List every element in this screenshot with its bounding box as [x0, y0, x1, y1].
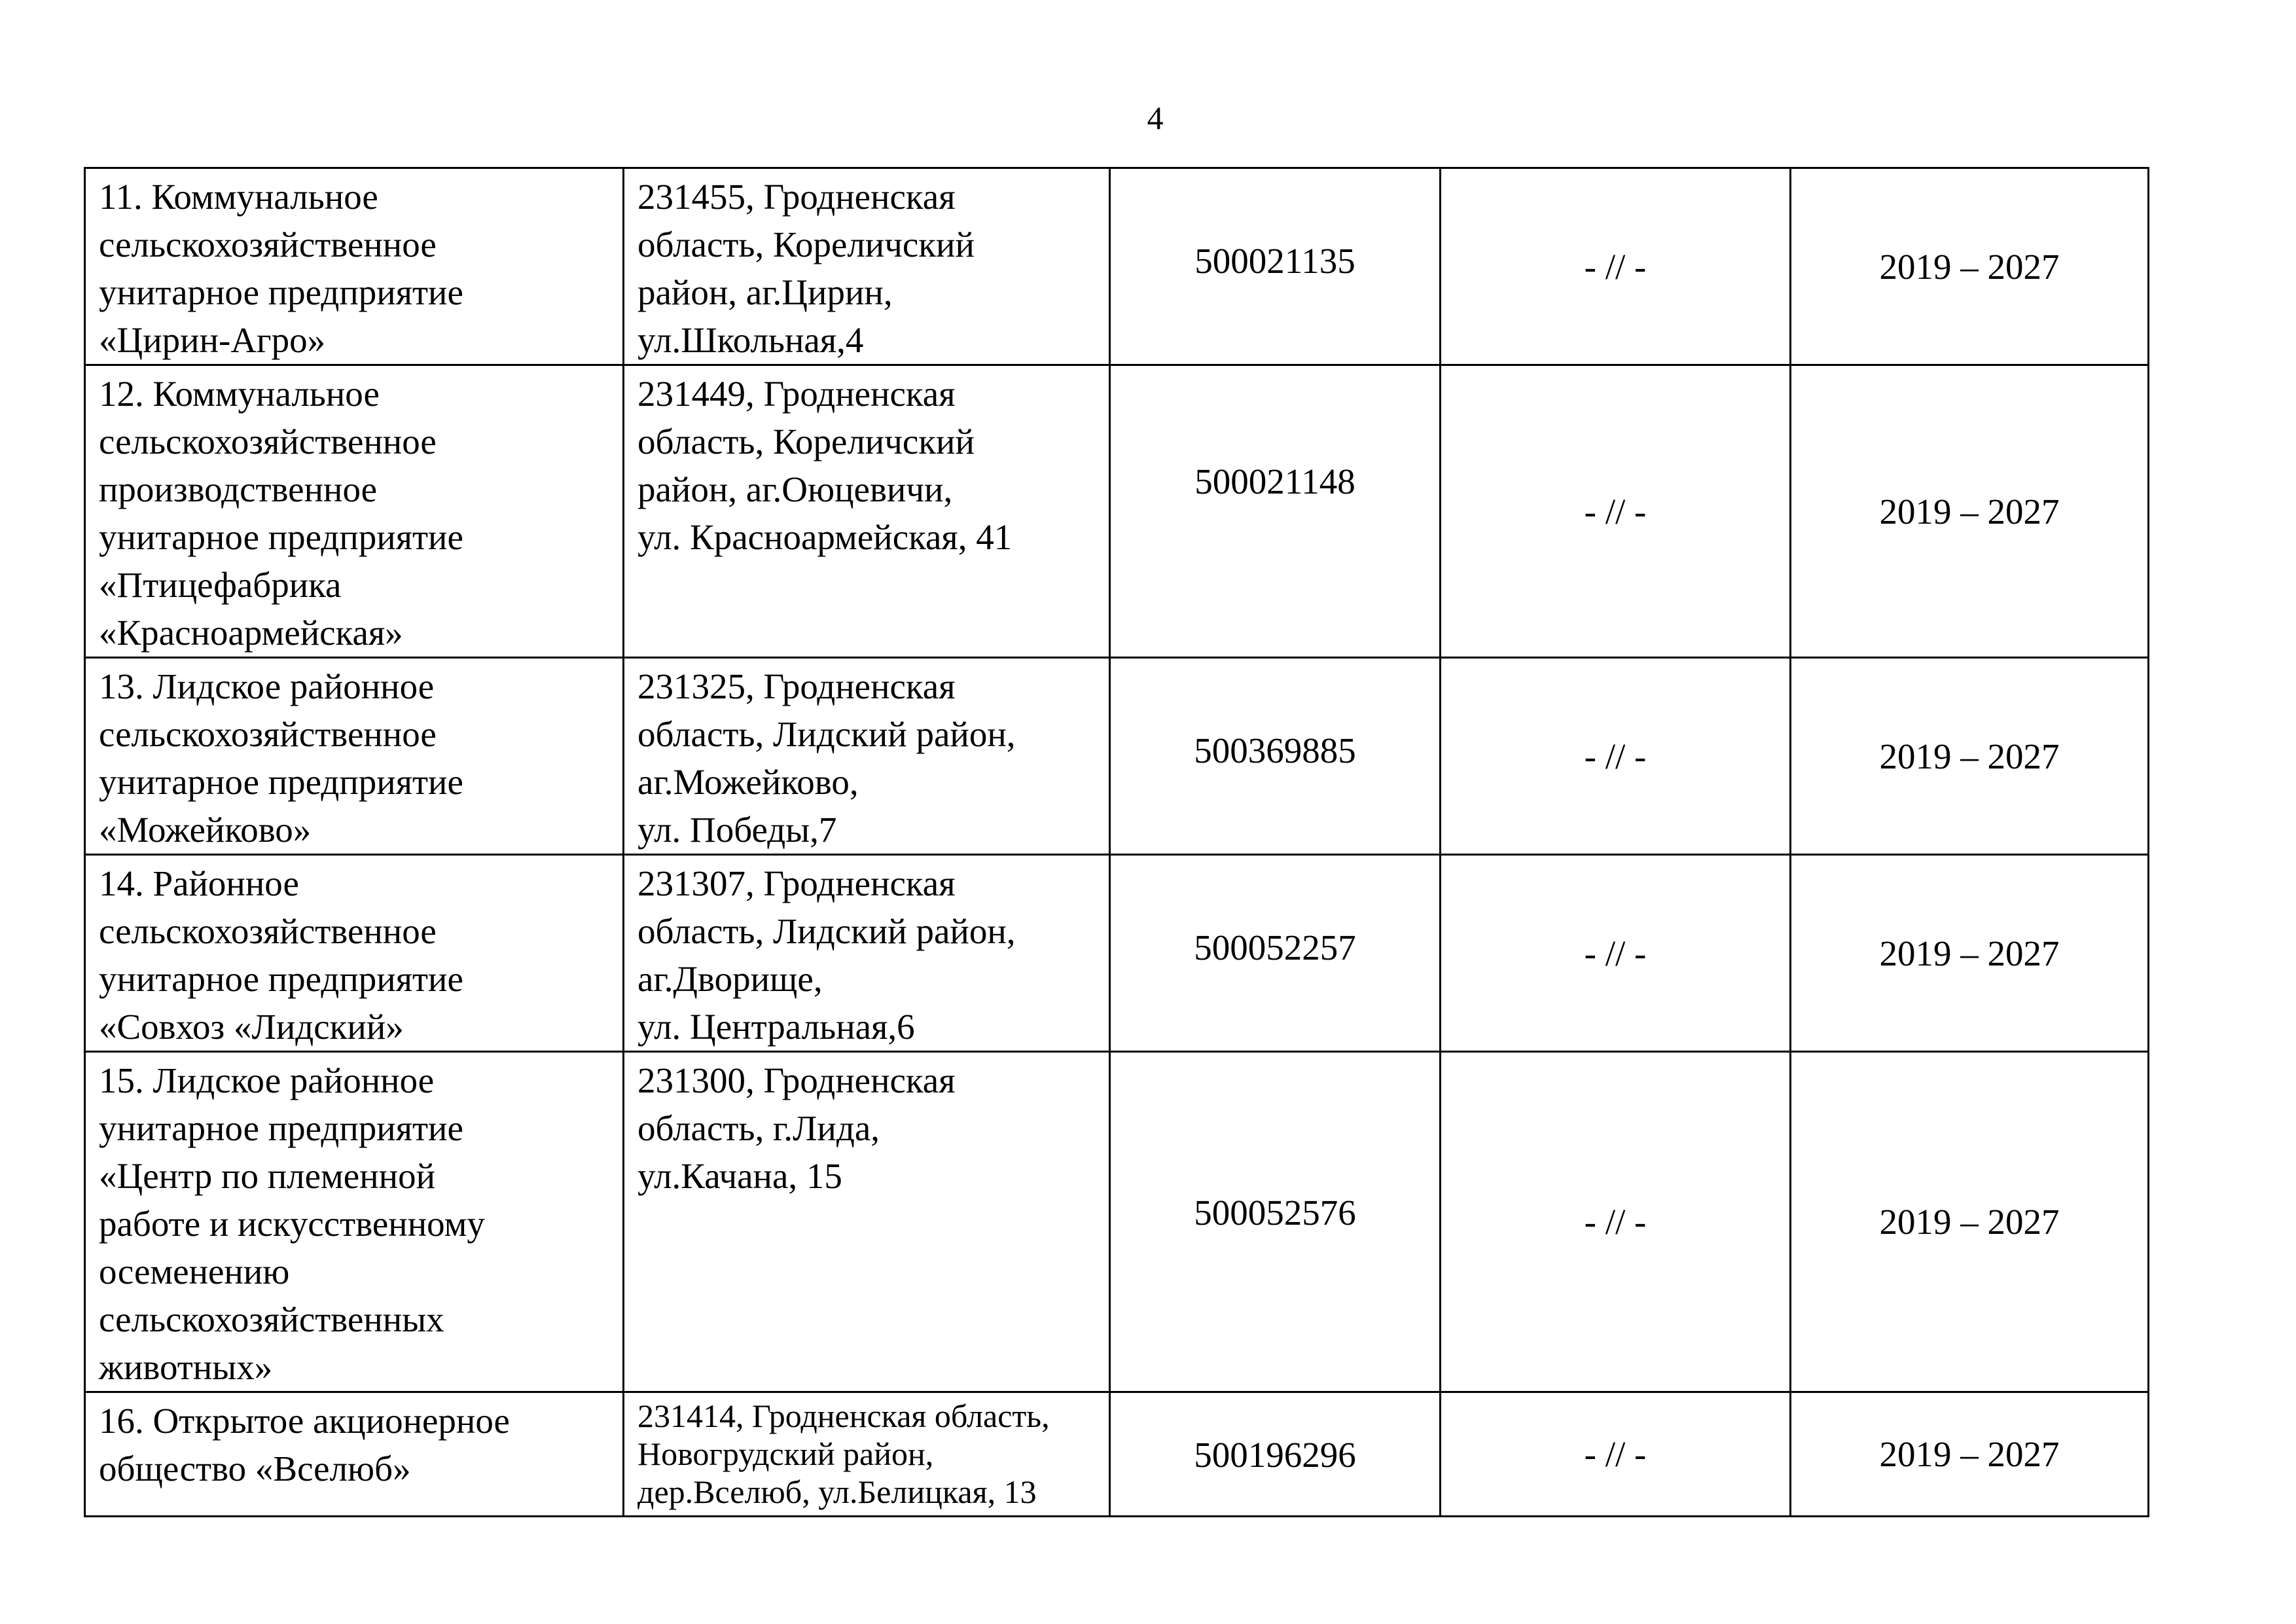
table-row	[85, 168, 2149, 365]
period-cell: 2019 – 2027	[1791, 365, 2149, 658]
registration-number-cell: 500052576	[1110, 1052, 1441, 1392]
address-cell: 231307, Гродненская область, Лидский район, аг.Дворище, ул. Центральная,6	[624, 855, 1110, 1052]
enterprise-name-cell: 15. Лидское районное унитарное предприятие «Центр по племенной работе и искусственному осеменению сельскохозяйственных животных»	[85, 1052, 624, 1392]
address-cell: 231455, Гродненская область, Кореличский район, аг.Цирин, ул.Школьная,4	[624, 168, 1110, 365]
page-number: 4	[1147, 99, 1164, 136]
registration-number-cell: 500021135	[1110, 168, 1441, 365]
ditto-mark-cell: - // -	[1441, 855, 1791, 1052]
period-cell: 2019 – 2027	[1791, 1392, 2149, 1517]
registration-number-cell: 500052257	[1110, 855, 1441, 1052]
ditto-mark-cell: - // -	[1441, 1392, 1791, 1517]
period-cell: 2019 – 2027	[1791, 658, 2149, 855]
enterprise-name-cell: 16. Открытое акционерное общество «Вселюб»	[85, 1392, 624, 1517]
table-row	[85, 1052, 2149, 1392]
address-cell: 231414, Гродненская область, Новогрудский район, дер.Вселюб, ул.Белицкая, 13	[624, 1392, 1110, 1517]
ditto-mark-cell: - // -	[1441, 365, 1791, 658]
ditto-mark-cell: - // -	[1441, 168, 1791, 365]
period-cell: 2019 – 2027	[1791, 168, 2149, 365]
address-cell: 231449, Гродненская область, Кореличский район, аг.Оюцевичи, ул. Красноармейская, 41	[624, 365, 1110, 658]
enterprise-name-cell: 13. Лидское районное сельскохозяйственное унитарное предприятие «Можейково»	[85, 658, 624, 855]
period-cell: 2019 – 2027	[1791, 1052, 2149, 1392]
table-row	[85, 658, 2149, 855]
enterprise-name-cell: 11. Коммунальное сельскохозяйственное унитарное предприятие «Цирин-Агро»	[85, 168, 624, 365]
table-row	[85, 855, 2149, 1052]
period-cell: 2019 – 2027	[1791, 855, 2149, 1052]
table-row	[85, 1392, 2149, 1517]
ditto-mark-cell: - // -	[1441, 658, 1791, 855]
address-cell: 231325, Гродненская область, Лидский район, аг.Можейково, ул. Победы,7	[624, 658, 1110, 855]
address-cell: 231300, Гродненская область, г.Лида, ул.Качана, 15	[624, 1052, 1110, 1392]
enterprise-name-cell: 14. Районное сельскохозяйственное унитарное предприятие «Совхоз «Лидский»	[85, 855, 624, 1052]
enterprise-name-cell: 12. Коммунальное сельскохозяйственное производственное унитарное предприятие «Птицефабрика «Красноармейская»	[85, 365, 624, 658]
registration-number-cell: 500369885	[1110, 658, 1441, 855]
enterprise-table	[84, 167, 2149, 1517]
table-row	[85, 365, 2149, 658]
registration-number-cell: 500196296	[1110, 1392, 1441, 1517]
ditto-mark-cell: - // -	[1441, 1052, 1791, 1392]
registration-number-cell: 500021148	[1110, 365, 1441, 658]
